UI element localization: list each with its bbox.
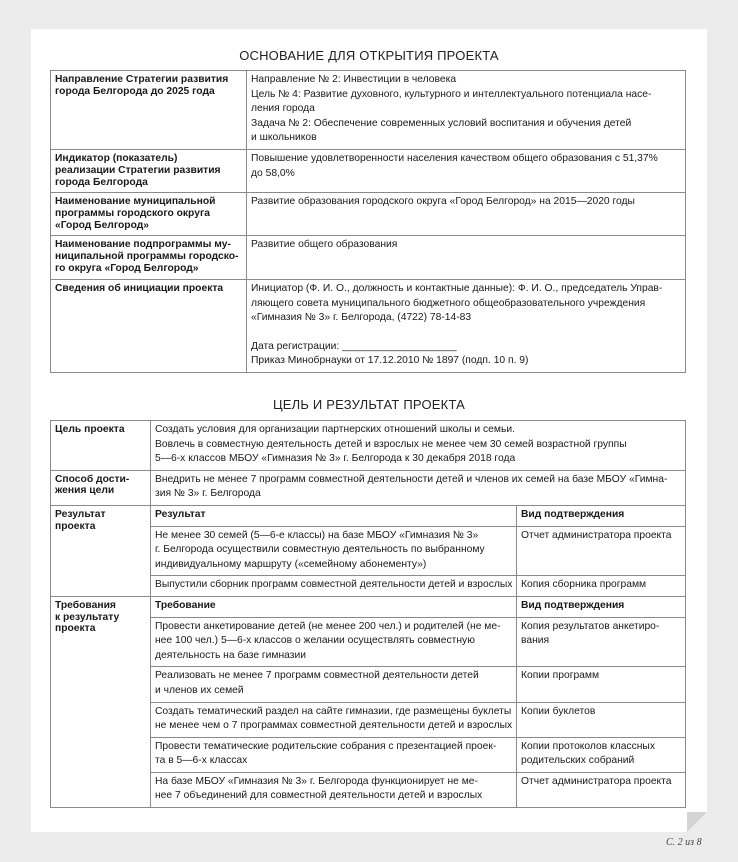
text-line: программы городского округа (55, 207, 210, 219)
text-line: го округа «Город Белгород» (55, 262, 199, 274)
text-line: нее 100 чел.) 5—6-х классов о желании осуществлять совместную (155, 635, 475, 647)
result-label (51, 505, 151, 596)
text-line: Внедрить не менее 7 программ совместной деятельности детей и членов их семей на базе МБОУ «Гимна- (155, 473, 668, 485)
table-row (51, 149, 686, 192)
requirement-text (151, 702, 517, 737)
document-page (31, 29, 707, 848)
row-value (247, 71, 686, 150)
text-line: Способ дости- (55, 473, 130, 485)
text-line: города Белгорода до 2025 года (55, 86, 215, 97)
text-line: Приказ Минобрнауки от 17.12.2010 № 1897 (подп. 10 п. 9) (251, 355, 529, 367)
page-number: С. 2 из 8 (666, 837, 702, 848)
text-line: Результат (55, 508, 106, 520)
text-line: 5—6-х классов МБОУ «Гимназия № 3» г. Белгорода к 30 декабря 2018 года (155, 453, 516, 465)
text-line: Дата регистрации: ____________________ (251, 340, 457, 352)
row-label (51, 279, 247, 372)
text-line: Копия сборника программ (521, 579, 647, 591)
table-row (51, 192, 686, 235)
requirements-label (51, 596, 151, 807)
text-line: На базе МБОУ «Гимназия № 3» г. Белгорода функционирует не ме- (155, 775, 478, 787)
text-line: не менее чем о 7 программах совместной деятельности детей и взрослых (155, 720, 513, 732)
text-line: Наименование подпрограммы му- (55, 238, 231, 250)
text-line: Отчет администратора проекта (521, 529, 672, 541)
goal-value (151, 421, 686, 471)
requirement-proof (517, 667, 686, 702)
text-line: Выпустили сборник программ совместной деятельности детей и взрослых (155, 579, 513, 591)
text-line: Копии буклетов (521, 705, 596, 717)
row-value (247, 235, 686, 279)
text-line: и школьников (251, 132, 317, 144)
text-line: жения цели (55, 485, 115, 497)
text-line: Задача № 2: Обеспечение современных условий воспитания и обучения детей (251, 117, 632, 129)
text-line: Провести анкетирование детей (не менее 200 чел.) и родителей (не ме- (155, 620, 501, 632)
result-proof (517, 576, 686, 597)
text-line: Цель проекта (55, 424, 125, 435)
result-header: Результат (151, 505, 517, 526)
goal-table (50, 420, 686, 808)
requirement-text (151, 772, 517, 807)
row-label (51, 149, 247, 192)
text-line: вания (521, 635, 550, 647)
text-line: Цель № 4: Развитие духовного, культурного и интеллектуального потенциала насе- (251, 88, 652, 100)
text-line: Требования (55, 599, 116, 611)
text-line: Инициатор (Ф. И. О., должность и контактные данные): Ф. И. О., председатель Управ- (251, 282, 663, 294)
text-line: г. Белгорода осуществили совместную деятельность по выбранному (155, 544, 485, 556)
text-line: Индикатор (показатель) (55, 152, 178, 164)
text-line: Реализовать не менее 7 программ совместной деятельности детей (155, 670, 479, 682)
text-line: ляющего совета муниципального бюджетного общеобразовательного учреждения (251, 297, 646, 309)
text-line: Создать условия для организации партнерских отношений школы и семьи. (155, 424, 515, 435)
table-row (51, 470, 686, 505)
text-line: Создать тематический раздел на сайте гимназии, где размещены буклеты (155, 705, 512, 717)
text-line: Копия результатов анкетиро- (521, 620, 660, 632)
text-line: проекта (55, 623, 96, 635)
text-line: реализации Стратегии развития (55, 164, 221, 176)
section-title-basis: ОСНОВАНИЕ ДЛЯ ОТКРЫТИЯ ПРОЕКТА (239, 48, 499, 63)
text-line: та в 5—6-х классах (155, 755, 248, 767)
page-corner-fold (687, 812, 707, 832)
table-row (51, 235, 686, 279)
result-text (151, 526, 517, 576)
table-row (51, 421, 686, 471)
basis-table (50, 70, 686, 373)
text-line: «Гимназия № 3» г. Белгорода, (4722) 78-14-83 (251, 312, 472, 324)
requirement-proof (517, 617, 686, 667)
row-value (247, 279, 686, 372)
table-row (51, 596, 686, 617)
text-line: города Белгорода (55, 176, 148, 188)
text-line: Вовлечь в совместную деятельность детей и взрослых не менее чем 30 семей возрастной группы (155, 438, 627, 450)
text-line: Отчет администратора проекта (521, 775, 672, 787)
row-label (51, 235, 247, 279)
result-text (151, 576, 517, 597)
text-line: ниципальной программы городско- (55, 250, 239, 262)
text-line: зия № 3» г. Белгорода (155, 488, 261, 500)
text-line: Повышение удовлетворенности населения качеством общего образования с 51,37% (251, 152, 658, 164)
table-row (51, 279, 686, 372)
text-line: индивидуальному маршруту («семейному абонементу») (155, 558, 427, 570)
section-title-goal: ЦЕЛЬ И РЕЗУЛЬТАТ ПРОЕКТА (272, 397, 466, 412)
requirement-proof (517, 772, 686, 807)
text-line: Не менее 30 семей (5—6-е классы) на базе МБОУ «Гимназия № 3» (155, 529, 479, 541)
text-line: Сведения об инициации проекта (55, 282, 224, 294)
text-line: Направление Стратегии развития (55, 74, 229, 85)
requirement-text (151, 667, 517, 702)
requirement-proof (517, 737, 686, 772)
row-label (51, 192, 247, 235)
text-line: до 58,0% (251, 167, 295, 179)
requirement-header: Требование (151, 596, 517, 617)
text-line: родительских собраний (521, 755, 635, 767)
text-line: «Город Белгород» (55, 219, 149, 231)
text-line: Копии протоколов классных (521, 740, 655, 752)
table-row (51, 505, 686, 526)
text-line: Развитие образования городского округа «Город Белгород» на 2015—2020 годы (251, 195, 635, 207)
result-proof (517, 526, 686, 576)
text-line: проекта (55, 520, 96, 532)
text-line: и членов их семей (155, 684, 244, 696)
text-line: Провести тематические родительские собрания с презентацией проек- (155, 740, 497, 752)
row-value (247, 192, 686, 235)
text-line: нее 7 объединений для совместной деятельности детей и взрослых (155, 790, 483, 802)
requirement-proof (517, 702, 686, 737)
proof-header: Вид подтверждения (517, 505, 686, 526)
text-line: Копии программ (521, 670, 600, 682)
requirement-text (151, 737, 517, 772)
goal-label (51, 421, 151, 471)
table-row (51, 71, 686, 150)
row-label (51, 71, 247, 150)
proof-header: Вид подтверждения (517, 596, 686, 617)
text-line: Развитие общего образования (251, 238, 398, 250)
text-line: к результату (55, 611, 120, 623)
text-line: Наименование муниципальной (55, 195, 216, 207)
method-value (151, 470, 686, 505)
text-line: Направление № 2: Инвестиции в человека (251, 74, 457, 85)
method-label (51, 470, 151, 505)
requirement-text (151, 617, 517, 667)
text-line: ления города (251, 103, 315, 115)
text-line (251, 326, 681, 340)
text-line: деятельность на базе гимназии (155, 649, 307, 661)
row-value (247, 149, 686, 192)
